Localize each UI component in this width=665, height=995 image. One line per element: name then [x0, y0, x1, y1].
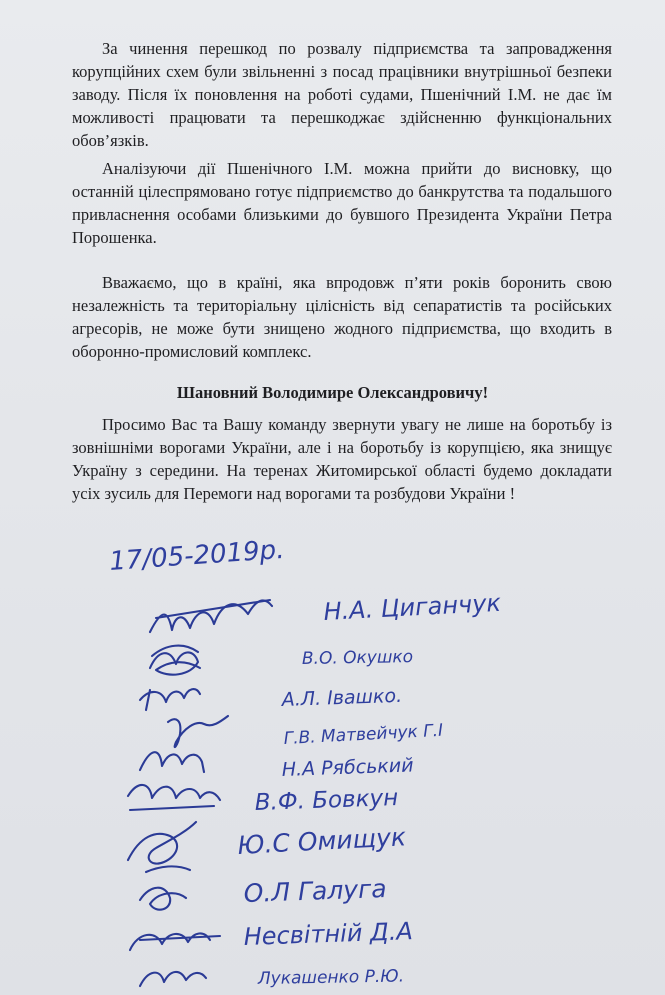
handwritten-name: Ю.С Омищук — [236, 822, 407, 860]
handwritten-name: Н.А. Циганчук — [322, 588, 502, 626]
handwritten-name: О.Л Галуга — [243, 874, 387, 908]
paragraph-defense-industry: Вважаємо, що в країні, яка впродовж п’яти років боронить свою незалежність та територіальну цілісність від сепаратистів та російських агресорів, не може бути знищено жодного підприємства, що входить в оборонно-промисловий комплекс. — [72, 273, 612, 361]
handwritten-name: В.О. Окушко — [301, 647, 414, 669]
handwritten-name: Несвітній Д.А — [243, 917, 414, 951]
handwritten-name: В.Ф. Бовкун — [254, 785, 399, 816]
signature-mark — [140, 888, 186, 910]
signature-mark — [140, 689, 200, 710]
signature-mark — [128, 785, 220, 810]
signature-mark — [140, 752, 204, 772]
signature-mark — [150, 600, 272, 632]
signature-mark — [168, 716, 228, 747]
signature-mark — [130, 933, 220, 950]
handwritten-name: Лукашенко Р.Ю. — [257, 966, 405, 989]
paragraph-request: Просимо Вас та Вашу команду звернути увагу не лише на боротьбу із зовнішніми ворогами України, але і на боротьбу із корупцією, яка знищує Україну з середини. На теренах Житомирської області будемо докладати усіх зусиль для Перемоги над ворогами та розбудови України ! — [72, 415, 612, 503]
paragraph-internal-security: За чинення перешкод по розвалу підприємства та запровадження корупційних схем були звільненні з посад працівники внутрішньої безпеки заводу. Після їх поновлення на роботі судами, Пшенічний І.М. не дає їм можливості працювати та перешкоджає здійсненню функціональних обов’язків. — [72, 39, 612, 150]
signature-mark — [140, 972, 206, 986]
signature-mark — [128, 822, 196, 872]
signature-mark — [150, 646, 200, 675]
handwritten-name: А.Л. Івашко. — [281, 684, 403, 711]
salutation: Шановний Володимире Олександровичу! — [176, 383, 489, 402]
handwritten-name: Н.А Рябський — [281, 754, 414, 781]
paragraph-analysis: Аналізуючи дії Пшенічного І.М. можна прийти до висновку, що останній цілеспрямовано готує підприємство до банкрутства та подальшого привласнення особами близькими до бувшого Президента України Петра Порошенка. — [72, 159, 612, 247]
handwritten-name: Г.В. Матвейчук Г.І — [283, 720, 444, 749]
handwritten-date: 17/05-2019р. — [108, 534, 286, 577]
